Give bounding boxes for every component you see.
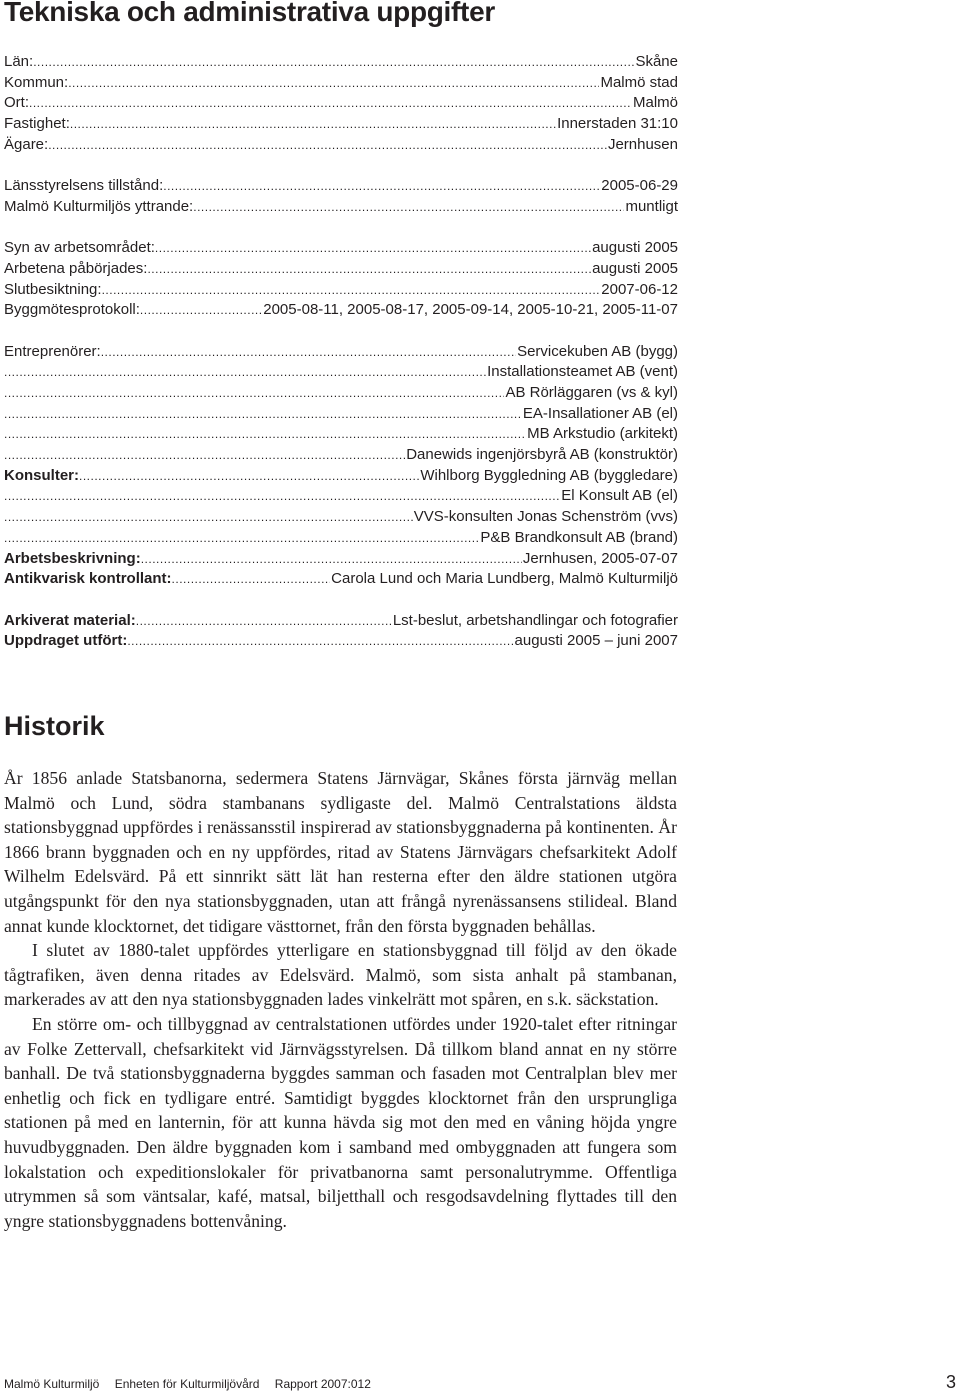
info-label: Ägare: [4, 135, 49, 153]
info-row-entreprenorer [4, 342, 678, 363]
spacer [4, 155, 678, 176]
dot-leader [70, 114, 556, 135]
info-value: Danewids ingenjörsbyrå AB (konstruktör) [406, 446, 678, 464]
history-paragraph: År 1856 anlade Statsbanorna, sedermera Statens Järnvägar, Skånes första järnväg mellan Malmö och Lund, södra stambanans sydligaste del. Malmö Centralstations äldsta stationsbyggnad uppfördes i renässansstil inspirerad av stationsbyggnaderna på kontinenten. År 1866 brann byggnaden och en ny uppfördes, ritad av Statens Järnvägars chefsarkitekt Adolf Wilhelm Edelsvärd. På ett sinnrikt sätt lät han resterna efter den äldre stationen utgöra utgångspunkt för den nya stationsbyggnaden, utan att frångå nyrenässansens stilideal. Bland annat kunde klocktornet, det tidigare västtornet, från den första byggnaden behållas. [4, 768, 677, 936]
info-value: Servicekuben AB (bygg) [517, 342, 678, 360]
info-row-entreprenor-6 [4, 445, 678, 466]
info-value: AB Rörläggaren (vs & kyl) [505, 384, 678, 401]
history-paragraph: En större om- och tillbyggnad av centralstationen utfördes under 1920-talet efter ritningar av Folke Zettervall, chefsarkitekt vid Järnvägsstyrelsen. Då tillkom bland annat en ny större banhall. De två stationsbyggnaderna byggdes samman och fasaden mot Centralplan blev mer enhetlig och fick en tydligare entré. Samtidigt byggdes klocktornet från den ursprungliga stationen på med en lanternin, för att kunna hävda sig mot den med en våning höjda yngre huvudbyggnaden. Den äldre byggnaden kom i samband med ombyggnaden att fungera som lokalstation och expeditionslokaler för privatbanorna samt personalutrymme. Offentliga utrymmen så som väntsalar, kafé, matsal, biljetthall och resgodsavdelning flyttades till den yngre stationsbyggnadens bottenvåning. [4, 1013, 677, 1231]
info-row-arbetena [4, 259, 678, 280]
dot-leader [4, 404, 522, 425]
info-label: Arkiverat material: [4, 611, 136, 629]
info-value: Wihlborg Byggledning AB (byggledare) [420, 466, 678, 484]
info-label: Kommun: [4, 73, 69, 91]
dot-leader [147, 259, 591, 280]
info-value: El Konsult AB (el) [561, 487, 678, 505]
dot-leader [4, 528, 479, 549]
info-row-kommun [4, 73, 678, 94]
history-paragraph: I slutet av 1880-talet uppfördes ytterligare en stationsbyggnad till följd av den ökade tågtrafiken, även denna ritades av Edelsvärd. Malmö, som sista anhalt på stambanan, markerades av att den nya stationsbyggnaden lades vinkelrätt mot spåren, en s.k. säckstation. [4, 940, 677, 1010]
dot-leader [68, 73, 599, 94]
page-title: Tekniska och administrativa uppgifter [4, 0, 495, 27]
info-row-entreprenor-5 [4, 424, 678, 445]
info-row-lansstyrelsen [4, 176, 678, 197]
dot-leader [4, 486, 560, 507]
info-row-byggmotesprotokoll [4, 300, 678, 321]
info-value: muntligt [625, 197, 678, 215]
dot-leader [163, 176, 600, 197]
info-row-uppdraget-utfort [4, 631, 678, 652]
info-value: 2005-08-11, 2005-08-17, 2005-09-14, 2005-10-21, 2005-11-07 [263, 301, 678, 319]
info-label: Fastighet: [4, 115, 70, 133]
info-label: Byggmötesprotokoll: [4, 301, 140, 319]
dot-leader [193, 197, 624, 218]
dot-leader [141, 549, 522, 570]
info-value: Malmö stad [600, 73, 678, 91]
info-label: Konsulter: [4, 466, 79, 484]
dot-leader [33, 52, 634, 73]
footer-organization: Malmö Kulturmiljö [4, 1377, 100, 1391]
info-row-konsult-3 [4, 507, 678, 528]
info-label: Länsstyrelsens tillstånd: [4, 177, 164, 195]
info-value: Jernhusen [607, 135, 678, 153]
info-row-arbetsbeskrivning [4, 549, 678, 570]
info-value: MB Arkstudio (arkitekt) [527, 425, 678, 443]
info-label: Ort: [4, 94, 29, 112]
info-label: Entreprenörer: [4, 342, 101, 360]
info-value: Skåne [635, 53, 678, 70]
info-row-yttrande [4, 197, 678, 218]
info-row-ort [4, 93, 678, 114]
info-row-lan [4, 52, 678, 73]
info-value: Lst-beslut, arbetshandlingar och fotografier [392, 611, 678, 629]
dot-leader [4, 362, 486, 383]
footer-report: Rapport 2007:012 [274, 1377, 371, 1391]
info-row-antikvarisk-kontrollant [4, 569, 678, 590]
dot-leader [127, 631, 513, 652]
spacer [4, 590, 678, 611]
dot-leader [48, 135, 607, 156]
info-row-konsult-2 [4, 486, 678, 507]
history-text [4, 766, 677, 1233]
info-value: 2005-06-29 [601, 177, 678, 195]
info-row-slutbesiktning [4, 280, 678, 301]
info-value: augusti 2005 [592, 239, 678, 257]
info-row-fastighet [4, 114, 678, 135]
dot-leader [4, 383, 504, 404]
info-value: Jernhusen, 2005-07-07 [522, 549, 678, 567]
dot-leader [4, 445, 405, 466]
info-value: Installationsteamet AB (vent) [487, 363, 678, 381]
info-row-konsulter [4, 466, 678, 487]
info-value: EA-Insallationer AB (el) [522, 404, 678, 422]
info-label: Uppdraget utfört: [4, 632, 128, 650]
info-label: Syn av arbetsområdet: [4, 239, 155, 257]
info-value: VVS-konsulten Jonas Schenström (vvs) [413, 508, 678, 526]
info-label: Malmö Kulturmiljös yttrande: [4, 197, 194, 215]
dot-leader [102, 280, 601, 301]
dot-leader [136, 611, 392, 632]
history-heading: Historik [4, 711, 105, 741]
info-value: 2007-06-12 [601, 280, 678, 298]
info-row-arkiverat-material [4, 611, 678, 632]
page-number: 3 [945, 1372, 956, 1392]
info-value: Carola Lund och Maria Lundberg, Malmö Kulturmiljö [331, 570, 678, 588]
footer-unit: Enheten för Kulturmiljövård [114, 1377, 260, 1391]
info-label: Slutbesiktning: [4, 280, 102, 298]
dot-leader [29, 93, 632, 114]
info-row-entreprenor-4 [4, 404, 678, 425]
spacer [4, 321, 678, 342]
info-row-agare [4, 135, 678, 156]
page-footer [4, 1376, 956, 1392]
info-row-entreprenor-2 [4, 362, 678, 383]
info-label: Antikvarisk kontrollant: [4, 570, 172, 588]
info-value: augusti 2005 [592, 259, 678, 277]
dot-leader [79, 466, 419, 487]
dot-leader [155, 238, 591, 259]
administrative-info-list [4, 52, 678, 652]
info-label: Län: [4, 53, 34, 70]
info-label: Arbetena påbörjades: [4, 259, 148, 277]
dot-leader [140, 300, 262, 321]
dot-leader [4, 507, 413, 528]
dot-leader [101, 342, 516, 363]
info-value: augusti 2005 – juni 2007 [514, 632, 678, 650]
info-label: Arbetsbeskrivning: [4, 549, 141, 567]
info-row-konsult-4 [4, 528, 678, 549]
dot-leader [4, 424, 526, 445]
spacer [4, 218, 678, 239]
info-row-entreprenor-3 [4, 383, 678, 404]
dot-leader [172, 569, 331, 590]
info-row-syn [4, 238, 678, 259]
info-value: Innerstaden 31:10 [557, 115, 678, 133]
info-value: P&B Brandkonsult AB (brand) [480, 528, 678, 546]
info-value: Malmö [632, 94, 678, 112]
